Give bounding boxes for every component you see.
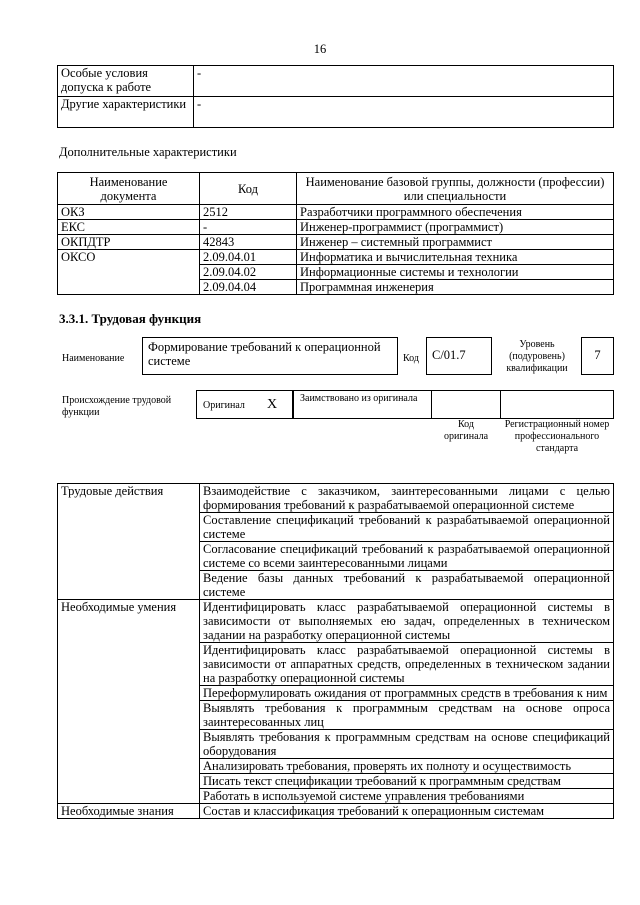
skill-item: Анализировать требования, проверять их полноту и осуществимость bbox=[200, 759, 614, 774]
table-row bbox=[58, 250, 614, 265]
code-cell: 2.09.04.02 bbox=[200, 265, 297, 280]
page-number: 16 bbox=[313, 42, 327, 56]
condition-value: - bbox=[194, 97, 614, 128]
original-box bbox=[196, 390, 293, 419]
code-cell: 2.09.04.04 bbox=[200, 280, 297, 295]
code-original-box bbox=[431, 390, 501, 419]
function-name-box bbox=[142, 337, 398, 375]
doc-cell: ОКСО bbox=[58, 250, 200, 295]
condition-value: - bbox=[194, 66, 614, 97]
actions-label: Трудовые действия bbox=[58, 484, 200, 600]
knowledge-item: Состав и классификация требований к операционным системам bbox=[200, 804, 614, 819]
action-item: Взаимодействие с заказчиком, заинтересованными лицами с целью формирования требований к разрабатываемой операционной системе bbox=[200, 484, 614, 513]
original-label: Оригинал bbox=[203, 400, 245, 411]
table-row bbox=[58, 97, 614, 128]
details-table bbox=[57, 483, 614, 819]
borrowed-label: Заимствовано из оригинала bbox=[300, 393, 418, 404]
origin-label: Происхождение трудовой функции bbox=[62, 395, 172, 418]
section-title: 3.3.1. Трудовая функция bbox=[59, 311, 202, 326]
action-item: Согласование спецификаций требований к разрабатываемой операционной системе со всеми заинтересованными лицами bbox=[200, 542, 614, 571]
skill-item: Выявлять требования к программным средствам на основе спецификаций оборудования bbox=[200, 730, 614, 759]
table-row bbox=[58, 66, 614, 97]
header-code: Код bbox=[200, 173, 297, 205]
header-document: Наименование документа bbox=[58, 173, 200, 205]
table-row bbox=[58, 220, 614, 235]
reg-number-box bbox=[500, 390, 614, 419]
name-cell: Разработчики программного обеспечения bbox=[297, 205, 614, 220]
skill-item: Идентифицировать класс разрабатываемой операционной системы в зависимости от аппаратных средств, определенных в техническом задании на разработку операционной системы bbox=[200, 643, 614, 686]
table-row bbox=[58, 600, 614, 643]
conditions-table bbox=[57, 65, 614, 128]
name-cell: Инженер-программист (программист) bbox=[297, 220, 614, 235]
action-item: Составление спецификаций требований к разрабатываемой операционной системе bbox=[200, 513, 614, 542]
table-row bbox=[58, 235, 614, 250]
name-cell: Информационные системы и технологии bbox=[297, 265, 614, 280]
doc-cell: ОКЗ bbox=[58, 205, 200, 220]
header-group-name: Наименование базовой группы, должности (профессии) или специальности bbox=[297, 173, 614, 205]
name-cell: Программная инженерия bbox=[297, 280, 614, 295]
name-label: Наименование bbox=[62, 353, 125, 364]
action-item: Ведение базы данных требований к разрабатываемой операционной системе bbox=[200, 571, 614, 600]
name-cell: Инженер – системный программист bbox=[297, 235, 614, 250]
skill-item: Переформулировать ожидания от программных средств в требования к ним bbox=[200, 686, 614, 701]
code-label: Код bbox=[403, 353, 419, 364]
skill-item: Выявлять требования к программным средствам на основе опроса заинтересованных лиц bbox=[200, 701, 614, 730]
condition-label: Особые условия допуска к работе bbox=[58, 66, 194, 97]
code-value: C/01.7 bbox=[432, 348, 466, 362]
additional-heading: Дополнительные характеристики bbox=[59, 145, 237, 159]
doc-cell: ОКПДТР bbox=[58, 235, 200, 250]
additional-table bbox=[57, 172, 614, 295]
code-cell: - bbox=[200, 220, 297, 235]
level-value: 7 bbox=[594, 348, 601, 362]
function-name: Формирование требований к операционной системе bbox=[148, 340, 381, 368]
skills-label: Необходимые умения bbox=[58, 600, 200, 804]
reg-number-caption: Регистрационный номер профессионального стандарта bbox=[504, 419, 610, 454]
code-cell: 2512 bbox=[200, 205, 297, 220]
code-cell: 42843 bbox=[200, 235, 297, 250]
table-header-row bbox=[58, 173, 614, 205]
skill-item: Писать текст спецификации требований к программным средствам bbox=[200, 774, 614, 789]
table-row bbox=[58, 484, 614, 513]
table-row bbox=[58, 804, 614, 819]
code-box bbox=[426, 337, 492, 375]
original-mark: X bbox=[267, 397, 278, 412]
level-label: Уровень (подуровень) квалификации bbox=[506, 339, 568, 374]
borrowed-box bbox=[293, 390, 432, 419]
condition-label: Другие характеристики bbox=[58, 97, 194, 128]
code-original-caption: Код оригинала bbox=[443, 419, 489, 442]
knowledge-label: Необходимые знания bbox=[58, 804, 200, 819]
doc-cell: ЕКС bbox=[58, 220, 200, 235]
level-box bbox=[581, 337, 614, 375]
table-row bbox=[58, 205, 614, 220]
skill-item: Идентифицировать класс разрабатываемой операционной системы в зависимости от выполняемых ею задач, определенных в техническом задании на разработку операционной системы bbox=[200, 600, 614, 643]
code-cell: 2.09.04.01 bbox=[200, 250, 297, 265]
skill-item: Работать в используемой системе управления требованиями bbox=[200, 789, 614, 804]
name-cell: Информатика и вычислительная техника bbox=[297, 250, 614, 265]
